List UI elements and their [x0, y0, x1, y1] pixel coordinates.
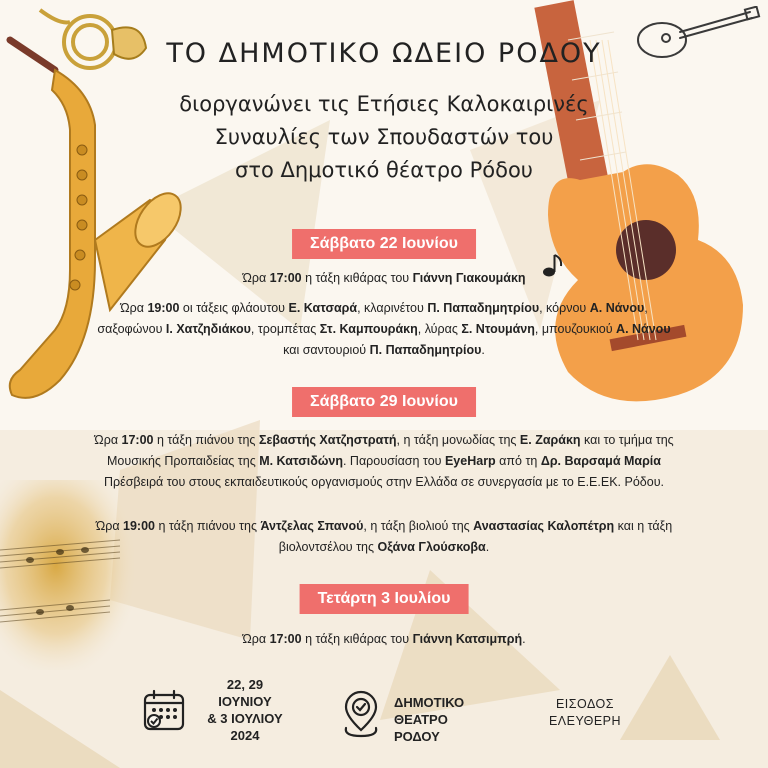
entry-line: ΕΙΣΟΔΟΣ [555, 697, 615, 711]
body-text: , μπουζουκιού [534, 322, 617, 336]
body-text: και η τάξη βιολοντσέλου της [278, 519, 673, 554]
body-text: Παρουσίαση του [346, 454, 445, 468]
dates-line: 22, 29 [226, 677, 264, 692]
schedule-paragraph [90, 430, 678, 493]
emphasized-text: Α. Νάνου [616, 322, 671, 336]
emphasized-text: Ε. Κατσαρά [288, 301, 358, 315]
body-text: και το τμήμα της Μουσικής Προπαιδείας της [107, 433, 674, 468]
dates-line: & 3 ΙΟΥΛΙΟΥ [207, 711, 283, 726]
emphasized-text: EyeHarp [444, 454, 496, 468]
venue-line: ΘΕΑΤΡΟ [394, 712, 448, 727]
body-text: Πρέσβειρά του στους εκπαιδευτικούς οργανισμούς στην Ελλάδα σε συνεργασία με το Ε.Ε.ΕΚ. Ρόδου. [103, 475, 665, 489]
emphasized-text: Π. Παπαδημητρίου [369, 343, 482, 357]
body-text: , λύρας [417, 322, 462, 336]
schedule-paragraph [90, 298, 678, 361]
body-text: η τάξη πιάνου της [155, 519, 261, 533]
body-text: . [481, 343, 485, 357]
venue-line: ΔΗΜΟΤΙΚΟ [394, 695, 465, 710]
body-text: , η τάξη μονωδίας της [396, 433, 520, 447]
body-text: Ώρα [242, 632, 270, 646]
emphasized-text: 19:00 [147, 301, 180, 315]
body-text: . [522, 632, 526, 646]
emphasized-text: 19:00 [123, 519, 156, 533]
emphasized-text: Π. Παπαδημητρίου [427, 301, 540, 315]
body-text: , τρομπέτας [250, 322, 320, 336]
day-badge: Τετάρτη 3 Ιουλίου [300, 584, 469, 614]
location-pin-icon [338, 690, 384, 740]
calendar-check-icon [142, 688, 188, 734]
body-text: και σαντουριού [283, 343, 370, 357]
body-text: Ώρα [242, 271, 270, 285]
body-text: , σαξοφώνου [97, 301, 648, 336]
schedule-paragraph [90, 268, 678, 289]
body-text: η τάξη κιθάρας του [301, 632, 413, 646]
dates-line: ΙΟΥΝΙΟΥ [218, 694, 272, 709]
emphasized-text: Ι. Χατζηδιάκου [165, 322, 251, 336]
schedule-paragraph [90, 516, 678, 558]
emphasized-text: 17:00 [269, 271, 302, 285]
emphasized-text: Σεβαστής Χατζηστρατή [258, 433, 397, 447]
body-text: η τάξη κιθάρας του [301, 271, 413, 285]
dates-line: 2024 [230, 728, 260, 743]
body-text: οι τάξεις φλάουτου [179, 301, 289, 315]
emphasized-text: 17:00 [269, 632, 302, 646]
emphasized-text: Στ. Καμπουράκη [319, 322, 418, 336]
body-text: , κλαρινέτου [357, 301, 428, 315]
emphasized-text: Ε. Ζαράκη [519, 433, 581, 447]
emphasized-text: Σ. Ντουμάνη [461, 322, 535, 336]
emphasized-text: Μ. Κατσιδώνη [259, 454, 343, 468]
body-text: από τη [495, 454, 541, 468]
body-text: , η τάξη βιολιού της [363, 519, 474, 533]
body-text: . [485, 540, 490, 554]
body-text: , κόρνου [539, 301, 590, 315]
entry-line: ΕΛΕΥΘΕΡΗ [548, 714, 622, 728]
emphasized-text: Άντζελας Σπανού [260, 519, 364, 533]
day-badge: Σάββατο 22 Ιουνίου [292, 229, 476, 259]
free-entry-note [540, 696, 630, 730]
emphasized-text: 17:00 [121, 433, 154, 447]
emphasized-text: Αναστασίας Καλοπέτρη [473, 519, 615, 533]
emphasized-text: Δρ. Βαρσαμά Μαρία [540, 454, 661, 468]
venue-line: ΡΟΔΟΥ [394, 729, 440, 744]
body-text: Ώρα [120, 301, 148, 315]
body-text: Ώρα [94, 433, 122, 447]
subtitle-line: Συναυλίες των Σπουδαστών του [214, 125, 554, 149]
emphasized-text: Οξάνα Γλούσκοβα [377, 540, 486, 554]
event-dates [200, 676, 290, 744]
body-text: . [342, 454, 347, 468]
emphasized-text: Γιάννη Κατσιμπρή [412, 632, 523, 646]
day-badge: Σάββατο 29 Ιουνίου [292, 387, 476, 417]
body-text: Ώρα [95, 519, 124, 533]
poster-subtitle [150, 88, 618, 187]
subtitle-line: στο Δημοτικό θέατρο Ρόδου [235, 158, 533, 182]
body-text: η τάξη πιάνου της [153, 433, 259, 447]
subtitle-line: διοργανώνει τις Ετήσιες Καλοκαιρινές [179, 92, 589, 116]
schedule-paragraph [90, 629, 678, 650]
emphasized-text: Γιάννη Γιακουμάκη [412, 271, 526, 285]
poster-title: ΤΟ ΔΗΜΟΤΙΚΟ ΩΔΕΙΟ ΡΟΔΟΥ [166, 38, 602, 69]
event-venue [394, 694, 464, 745]
emphasized-text: Α. Νάνου [589, 301, 645, 315]
